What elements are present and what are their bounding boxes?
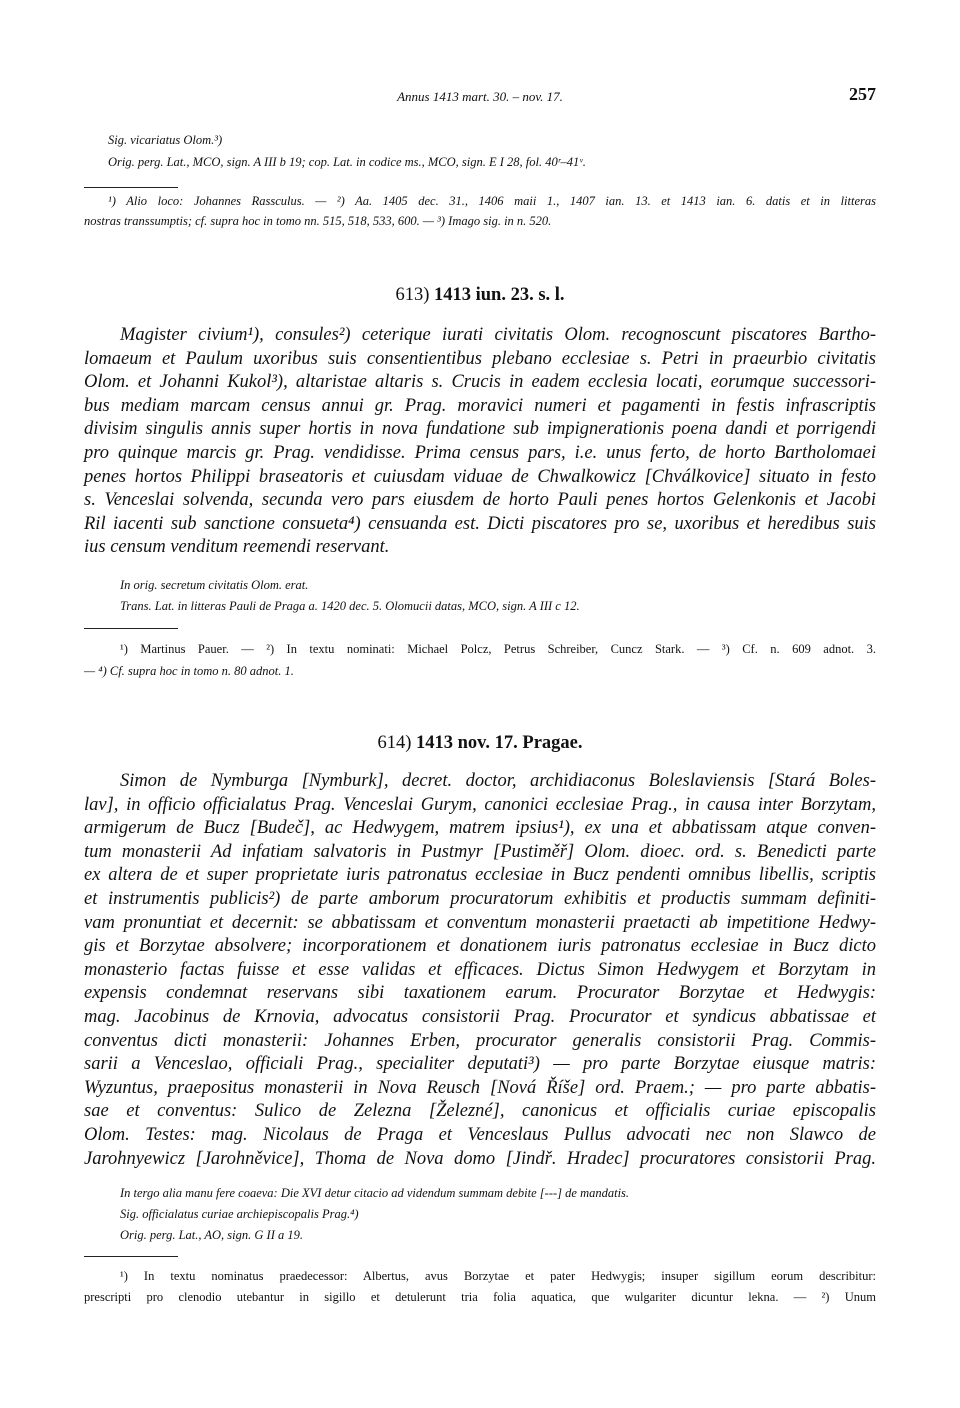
prev-note-line: ¹) Alio loco: Johannes Rassculus. — ²) Aa. 1405 dec. 31., 1406 maii 1., 1407 ian. 13. et 1413 ian. 6. datis et in litteras (108, 194, 876, 208)
text-line: sarii a Venceslao, officiali Prag., specialiter deputati³) — pro parte Borzytae eiusque matris: (84, 1054, 876, 1075)
text-line: Olom. Testes: mag. Nicolaus de Praga et Venceslaus Pullus advocati nec non Slawco de (84, 1124, 876, 1145)
entry-date: 1413 nov. 17. Pragae. (416, 733, 583, 753)
source-line: In tergo alia manu fere coaeva: Die XVI detur citacio ad videndum summam debite [---] de mandatis. (120, 1186, 630, 1200)
text-line: lav], in officio officialatus Prag. Venceslai Gurym, canonici ecclesiae Prag., in causa inter Borzytam, (84, 794, 876, 815)
running-title: Annus 1413 mart. 30. – nov. 17. (397, 89, 563, 104)
text-line: Jarohnyewicz [Jarohněvice], Thoma de Nova domo [Jindř. Hradec] procuratores consistorii Prag. (84, 1148, 876, 1169)
entry-text (84, 770, 876, 1171)
text-line: conventus dicti monasterii: Johannes Erben, procurator generalis consistorii Prag. Commis- (84, 1030, 876, 1051)
footnote-line: — ⁴) Cf. supra hoc in tomo n. 80 adnot. 1. (84, 664, 294, 678)
footnotes (84, 1266, 876, 1308)
text-line: s. Venceslai solvenda, secunda vero pars eiusdem de horto Pauli penes hortos Gelenkonis et Jacobi (84, 490, 876, 511)
text-line: Simon de Nymburga [Nymburk], decret. doctor, archidiaconus Boleslaviensis [Stará Boles- (120, 771, 876, 791)
source-notes (120, 575, 876, 617)
text-line: vam pronuntiat et decernit: se abbatissam et conventum monasterii praetacti ab impetitione Hedwy- (84, 912, 876, 933)
text-line: ius censum venditum reemendi reservant. (84, 537, 390, 558)
entry-text (84, 324, 876, 560)
prev-notes (84, 194, 876, 234)
text-line: Olom. et Johanni Kukol³), altaristae altaris s. Crucis in eadem ecclesia locati, eorumque successori- (84, 372, 876, 393)
text-line: lomaeum et Paulum uxoribus suis consentientibus plebano ecclesiae s. Petri in praeurbio civitatis (84, 348, 876, 369)
page-number: 257 (849, 84, 876, 104)
text-line: et instrumentis publicis²) de parte amborum procuratorum exhibitis et productis summam definiti- (84, 888, 876, 909)
footnote-rule (84, 628, 178, 629)
text-line: sae et conventus: Sulico de Zelezna [Železné], canonicus et officialis curiae episcopalis (84, 1101, 876, 1122)
entry-heading (84, 285, 876, 306)
footnote-line: prescripti pro clenodio utebantur in sigillo et detulerunt tria folia aquatica, que wulgariter dicuntur lekna. — ²) Unum (84, 1290, 876, 1304)
text-line: monasterio factas fuisse et esse validas et efficaces. Dictus Simon Hedwygem et Borzytam in (84, 959, 876, 980)
text-line: Magister civium¹), consules²) ceterique iurati civitatis Olom. recognoscunt piscatores Bartho- (120, 325, 876, 345)
text-line: divisim singulis annis super hortis in nova fundatione sub impignerationis poena dandi et porrigendi (84, 419, 876, 440)
footnote-rule (84, 187, 178, 188)
text-line: gis et Borzytae absolvere; incorporationem et donationem iuris patronatus ecclesiae in Bucz dicto (84, 936, 876, 957)
footnotes (84, 638, 876, 682)
source-line: Sig. officialatus curiae archiepiscopalis Prag.⁴) (120, 1207, 359, 1221)
text-line: Wyzuntus, praepositus monasterii in Nova Reusch [Nová Říše] ord. Praem.; — pro parte abbatis- (84, 1077, 876, 1098)
footnote-line: ¹) Martinus Pauer. — ²) In textu nominati: Michael Polcz, Petrus Schreiber, Cuncz Stark. — ³) Cf. n. 609 adnot. 3. (120, 642, 876, 656)
entry-heading (84, 733, 876, 754)
sig-line: Sig. vicariatus Olom.³) (108, 133, 223, 147)
prev-note-line: nostras transsumptis; cf. supra hoc in tomo nn. 515, 518, 533, 600. — ³) Imago sig. in n. 520. (84, 214, 552, 228)
text-line: ex altera de et super proprietate iuris patronatus ecclesiae in Bucz pendenti omnibus libellis, scriptis (84, 865, 876, 886)
text-line: penes hortos Philippi braseatoris et cuiusdam viduae de Chwalkowicz [Chválkovice] situato in festo (84, 466, 876, 487)
source-line: Trans. Lat. in litteras Pauli de Praga a. 1420 dec. 5. Olomucii datas, MCO, sign. A III c 12. (120, 599, 580, 613)
entry-date: 1413 iun. 23. s. l. (433, 285, 565, 305)
text-line: armigerum de Bucz [Budeč], ac Hedwygem, matrem ipsius¹), ex una et abbatissam atque conven- (84, 818, 876, 839)
text-line: expensis condemnat reservans sibi taxationem earum. Procurator Borzytae et Hedwygis: (84, 983, 876, 1004)
text-line: pro quinque marcis gr. Prag. vendidisse. Prima census pars, i.e. unus ferto, de horto Bartholomaei (84, 442, 876, 463)
source-line: In orig. secretum civitatis Olom. erat. (120, 578, 309, 592)
text-line: Ril iacenti sub sanctione consueta⁴) censuanda est. Dicti piscatores pro se, uxoribus et heredibus suis (84, 513, 876, 534)
footnote-line: ¹) In textu nominatus praedecessor: Albertus, avus Borzytae et pater Hedwygis; insuper sigillum eorum describitur: (120, 1269, 876, 1283)
source-notes (120, 1183, 876, 1246)
entry-number: 613) (395, 285, 430, 305)
footnote-rule (84, 1256, 178, 1257)
text-line: bus mediam marcam census annui gr. Prag. moravici numeri et pagamenti in festis infrascriptis (84, 395, 876, 416)
orig-line: Orig. perg. Lat., MCO, sign. A III b 19; cop. Lat. in codice ms., MCO, sign. E I 28, fol. 40ʳ–41ᵛ. (108, 155, 586, 169)
entry-number: 614) (377, 733, 412, 753)
source-line: Orig. perg. Lat., AO, sign. G II a 19. (120, 1228, 303, 1242)
text-line: mag. Jacobinus de Krnovia, advocatus consistorii Prag. Procurator et syndicus abbatissae et (84, 1006, 876, 1027)
text-line: tum monasterii Ad infatiam salvatoris in Pustmyr [Pustiměř] Olom. dioec. ord. s. Benedicti parte (84, 841, 876, 862)
